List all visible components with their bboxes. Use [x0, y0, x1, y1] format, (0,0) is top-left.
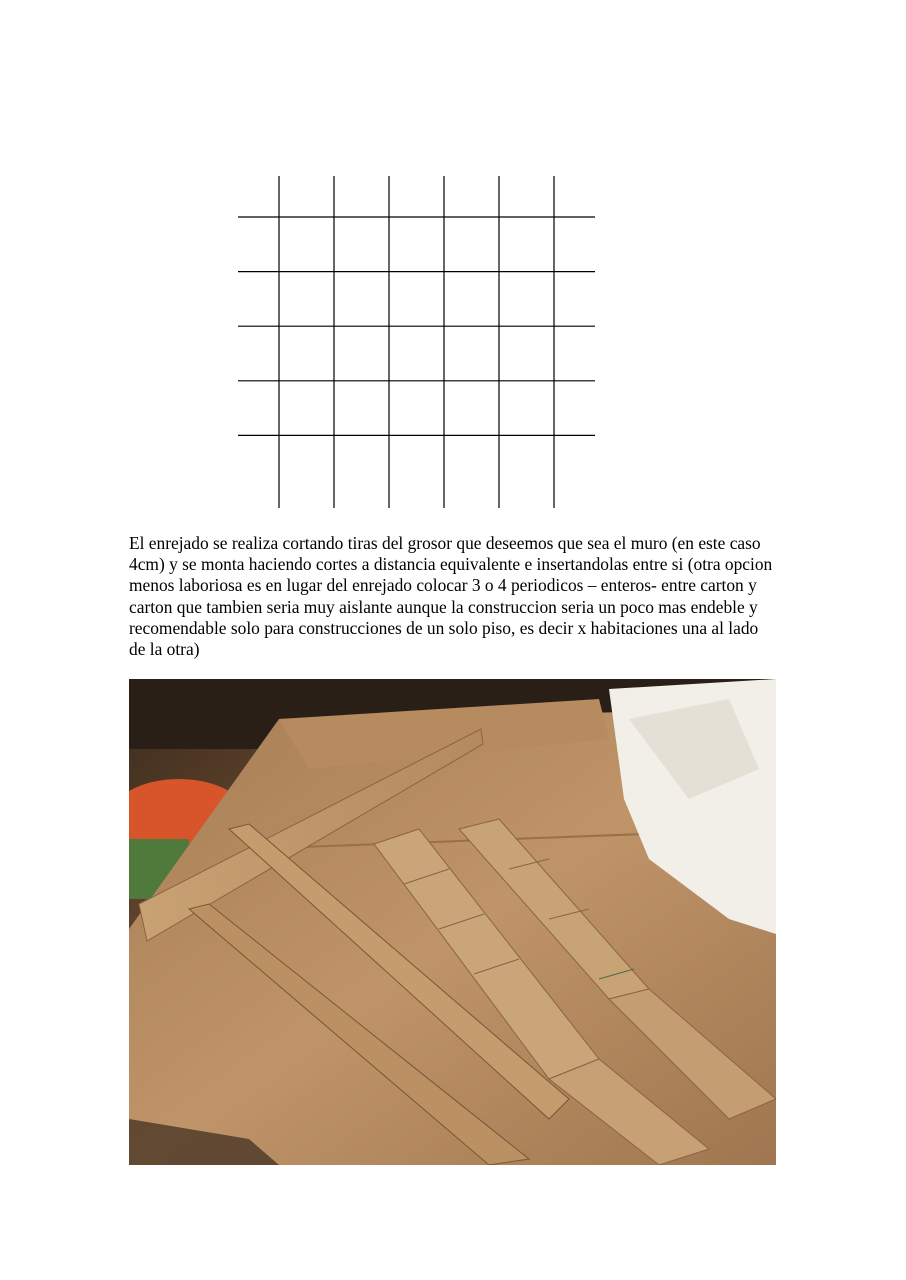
cardboard-strips-photo — [129, 679, 776, 1165]
lattice-grid-svg — [236, 176, 598, 508]
cardboard-photo-illustration — [129, 679, 776, 1165]
lattice-grid-diagram — [236, 176, 598, 508]
body-paragraph: El enrejado se realiza cortando tiras del grosor que deseemos que sea el muro (en este caso 4cm) y se monta haciendo cortes a distancia equivalente e insertandolas entre si (otra opcion menos laboriosa es en lugar del enrejado colocar 3 o 4 periodicos – enteros- entre carton y carton que tambien seria muy aislante aunque la construccion seria un poco mas endeble y recomendable solo para construcciones de un solo piso, es decir x habitaciones una al lado de la otra) — [129, 533, 773, 660]
